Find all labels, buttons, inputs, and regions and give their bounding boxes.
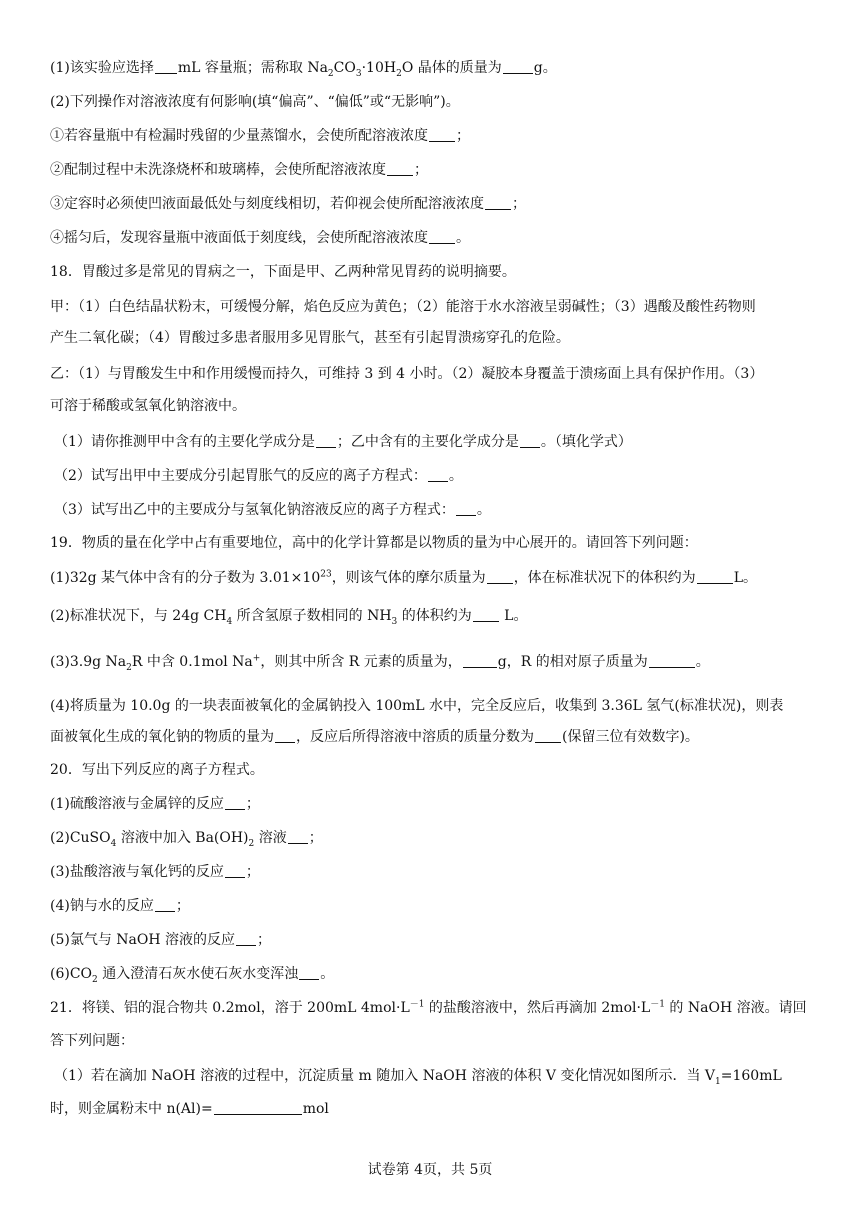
q20-item-3: (3)盐酸溶液与氧化钙的反应 ； bbox=[50, 864, 260, 880]
q17-item-3: ③定容时必须使凹液面最低处与刻度线相切，若仰视会使所配溶液浓度 ； bbox=[50, 196, 526, 212]
q18-title: 18．胃酸过多是常见的胃病之一，下面是甲、乙两种常见胃药的说明摘要。 bbox=[50, 264, 516, 280]
q21-line-2: 答下列问题： bbox=[50, 1033, 134, 1049]
answer-blank[interactable] bbox=[299, 965, 319, 980]
answer-blank[interactable] bbox=[697, 569, 733, 584]
q19-sub4-line-1: (4)将质量为 10.0g 的一块表面被氧化的金属钠投入 100mL 水中，完全反应后，收集到 3.36L 氢气(标准状况)，则表 bbox=[50, 698, 784, 714]
q18-sub2: （2）试写出甲中主要成分引起胃胀气的反应的离子方程式： 。 bbox=[54, 468, 463, 484]
q20-item-5: (5)氯气与 NaOH 溶液的反应 ； bbox=[50, 932, 272, 948]
answer-blank[interactable] bbox=[429, 229, 455, 244]
q17-sub1: (1)该实验应选择 mL 容量瓶；需称取 $Na_2CO_3\cdot 10H_2O$ 晶体的质量为 g。 bbox=[50, 60, 557, 79]
answer-blank[interactable] bbox=[288, 829, 308, 844]
answer-blank[interactable] bbox=[428, 467, 448, 482]
q20-item-6: $(6)CO_2$ 通入澄清石灰水使石灰水变浑浊 。 bbox=[50, 966, 335, 985]
q20-item-4: (4)钠与水的反应 ； bbox=[50, 898, 190, 914]
q19-sub1: (1)32g 某气体中含有的分子数为 $3.01\times 10^{23}$，则该气体的摩尔质量为 ，体在标准状况下的体积约为 L。 bbox=[50, 569, 757, 586]
q17-item-1: ①若容量瓶中有检漏时残留的少量蒸馏水，会使所配溶液浓度 ； bbox=[50, 128, 470, 144]
answer-blank[interactable] bbox=[487, 569, 513, 584]
answer-blank[interactable] bbox=[316, 433, 336, 448]
q19-sub4-line-2: 面被氧化生成的氧化钠的物质的量为 ，反应后所得溶液中溶质的质量分数为 (保留三位有效数字)。 bbox=[50, 729, 699, 745]
q18-jia-line-1: 甲：（1）白色结晶状粉末，可缓慢分解，焰色反应为黄色；（2）能溶于水水溶液呈弱碱性；（3）遇酸及酸性药物则 bbox=[50, 299, 756, 315]
answer-blank[interactable] bbox=[520, 433, 540, 448]
q18-sub3: （3）试写出乙中的主要成分与氢氧化钠溶液反应的离子方程式： 。 bbox=[54, 502, 491, 518]
q18-yi-line-1: 乙：（1）与胃酸发生中和作用缓慢而持久，可维持 3 到 4 小时。（2）凝胶本身覆盖于溃疡面上具有保护作用。（3） bbox=[50, 366, 764, 382]
answer-blank[interactable] bbox=[649, 653, 695, 668]
q18-jia-line-2: 产生二氧化碳；（4）胃酸过多患者服用多见胃胀气，甚至有引起胃溃疡穿孔的危险。 bbox=[50, 330, 570, 346]
answer-blank[interactable] bbox=[429, 127, 455, 142]
answer-blank[interactable] bbox=[236, 931, 256, 946]
answer-blank[interactable] bbox=[155, 897, 175, 912]
q20-title: 20．写出下列反应的离子方程式。 bbox=[50, 762, 264, 778]
answer-blank[interactable] bbox=[456, 501, 476, 516]
q20-item-2: (2)CuSO$_4$ 溶液中加入 $Ba(OH)_2$ 溶液 ； bbox=[50, 830, 323, 849]
answer-blank[interactable] bbox=[275, 728, 295, 743]
q18-sub1: （1）请你推测甲中含有的主要化学成分是 ；乙中含有的主要化学成分是 。（填化学式） bbox=[54, 434, 632, 450]
q17-item-4: ④摇匀后，发现容量瓶中液面低于刻度线，会使所配溶液浓度 。 bbox=[50, 230, 470, 246]
q21-line-3: （1）若在滴加 NaOH 溶液的过程中，沉淀质量 m 随加入 NaOH 溶液的体积 V 变化情况如图所示．当 $V_1=160mL$ bbox=[54, 1068, 782, 1087]
q17-item-2: ②配制过程中未洗涤烧杯和玻璃棒，会使所配溶液浓度 ； bbox=[50, 162, 428, 178]
answer-blank[interactable] bbox=[214, 1100, 302, 1115]
answer-blank[interactable] bbox=[473, 607, 499, 622]
q17-sub2: (2)下列操作对溶液浓度有何影响(填“偏高”、“偏低”或“无影响”)。 bbox=[50, 94, 460, 110]
answer-blank[interactable] bbox=[387, 161, 413, 176]
answer-blank[interactable] bbox=[503, 59, 533, 74]
answer-blank[interactable] bbox=[225, 795, 245, 810]
q19-sub3: (3)3.9g $Na_2R$ 中含 0.1mol Na+，则其中所含 R 元素的质量为， g，R 的相对原子质量为 。 bbox=[50, 653, 710, 673]
answer-blank[interactable] bbox=[225, 863, 245, 878]
q21-line-1: 21．将镁、铝的混合物共 0.2mol，溶于 200mL $4mol\cdot L^{-1}$ 的盐酸溶液中，然后再滴加 $2mol\cdot L^{-1}$ 的 NaOH 溶液。请回 bbox=[50, 999, 807, 1016]
q19-title: 19．物质的量在化学中占有重要地位，高中的化学计算都是以物质的量为中心展开的。请回答下列问题： bbox=[50, 535, 698, 551]
q19-sub2: (2)标准状况下，与 24g $CH_4$ 所含氢原子数相同的 $NH_3$ 的体积约为 L。 bbox=[50, 608, 528, 627]
answer-blank[interactable] bbox=[535, 728, 561, 743]
q20-item-1: (1)硫酸溶液与金属锌的反应 ； bbox=[50, 796, 260, 812]
answer-blank[interactable] bbox=[463, 653, 497, 668]
page-footer: 试卷第 4页，共 5页 bbox=[367, 1162, 493, 1178]
q18-yi-line-2: 可溶于稀酸或氢氧化钠溶液中。 bbox=[50, 398, 246, 414]
answer-blank[interactable] bbox=[485, 195, 511, 210]
q21-line-4: 时，则金属粉末中 n(Al)= mol bbox=[50, 1101, 329, 1117]
answer-blank[interactable] bbox=[155, 59, 177, 74]
